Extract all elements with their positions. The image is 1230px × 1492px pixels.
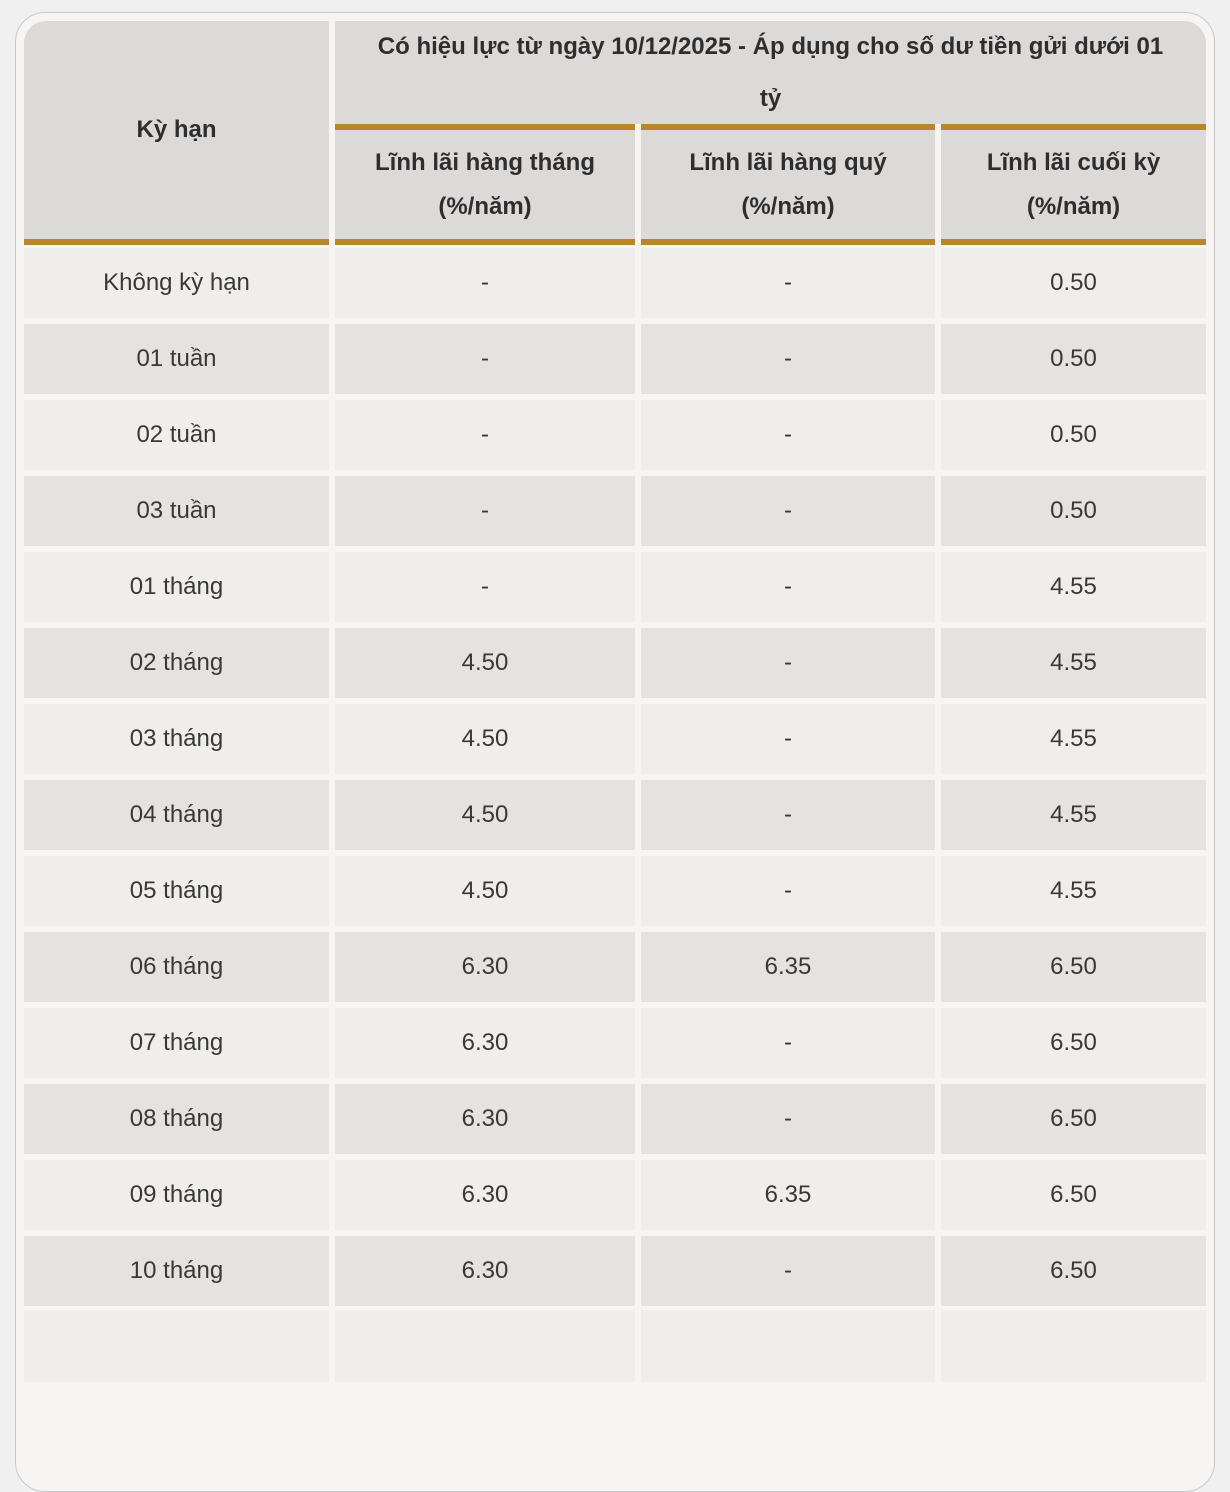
rate-value: 6.50 [941, 1008, 1206, 1078]
term-cell [24, 929, 329, 1005]
rate-value: 6.50 [941, 1236, 1206, 1306]
term-cell [24, 1157, 329, 1233]
rate-value: 6.50 [941, 1160, 1206, 1230]
rate-value: 0.50 [941, 476, 1206, 546]
rate-value: 4.55 [941, 856, 1206, 926]
partial-next-row-block [641, 1310, 935, 1382]
rate-value: 6.30 [335, 1160, 635, 1230]
rate-cell [641, 1081, 935, 1157]
rate-cell [641, 321, 935, 397]
term-label: 03 tuần [24, 476, 329, 546]
rate-cell [941, 549, 1206, 625]
rate-cell [335, 929, 635, 1005]
rate-cell [641, 245, 935, 321]
rate-value: - [641, 704, 935, 774]
rate-cell [335, 473, 635, 549]
partial-next-row-block [24, 1310, 329, 1382]
rate-value: 6.35 [641, 932, 935, 1002]
term-cell [24, 1081, 329, 1157]
rate-cell [941, 1233, 1206, 1309]
rate-cell [335, 777, 635, 853]
rate-value: - [641, 1008, 935, 1078]
rate-cell [941, 777, 1206, 853]
rate-value: 4.55 [941, 704, 1206, 774]
rate-cell [641, 929, 935, 1005]
end-of-term-interest-header-cell [941, 124, 1206, 245]
rate-value: 6.30 [335, 932, 635, 1002]
header-label: Lĩnh lãi hàng quý [689, 148, 887, 176]
rate-cell [641, 625, 935, 701]
rate-value: 6.30 [335, 1084, 635, 1154]
header-unit: (%/năm) [1026, 192, 1121, 220]
rate-value: 4.50 [335, 856, 635, 926]
rate-cell [335, 321, 635, 397]
rate-cell [335, 1233, 635, 1309]
rate-cell [641, 549, 935, 625]
rate-value: 0.50 [941, 324, 1206, 394]
rate-value: - [335, 400, 635, 470]
header-unit: (%/năm) [438, 192, 532, 220]
term-header-label: Kỳ hạn [136, 116, 217, 143]
rate-value: 6.50 [941, 1084, 1206, 1154]
rate-value: - [335, 324, 635, 394]
rate-value: 4.55 [941, 780, 1206, 850]
partial-next-row-block [941, 1310, 1206, 1382]
rate-cell [641, 777, 935, 853]
rate-cell [941, 701, 1206, 777]
term-cell [24, 853, 329, 929]
rate-cell [335, 1005, 635, 1081]
rate-cell [641, 701, 935, 777]
term-label: 06 tháng [24, 932, 329, 1002]
term-cell [24, 701, 329, 777]
term-label: 02 tuần [24, 400, 329, 470]
partial-next-row-cell [335, 1309, 635, 1385]
rate-value: 4.55 [941, 628, 1206, 698]
rate-cell [335, 1157, 635, 1233]
rate-cell [941, 625, 1206, 701]
rate-value: - [335, 476, 635, 546]
rate-cell [641, 1005, 935, 1081]
rate-value: - [641, 400, 935, 470]
rate-value: - [641, 1236, 935, 1306]
term-label: 01 tuần [24, 324, 329, 394]
rate-cell [941, 473, 1206, 549]
rate-value: - [335, 552, 635, 622]
term-cell [24, 549, 329, 625]
term-label: 04 tháng [24, 780, 329, 850]
term-label: 09 tháng [24, 1160, 329, 1230]
term-label: 10 tháng [24, 1236, 329, 1306]
partial-next-row-cell [641, 1309, 935, 1385]
rate-cell [941, 929, 1206, 1005]
partial-next-row-block [335, 1310, 635, 1382]
rate-card [15, 12, 1215, 1492]
term-label: Không kỳ hạn [24, 248, 329, 318]
term-cell [24, 625, 329, 701]
term-label: 08 tháng [24, 1084, 329, 1154]
rate-value: - [641, 780, 935, 850]
term-cell [24, 397, 329, 473]
monthly-interest-header-cell [335, 124, 635, 245]
rate-value: - [641, 552, 935, 622]
rate-cell [941, 397, 1206, 473]
rate-value: - [641, 856, 935, 926]
rates-table [24, 21, 1206, 1385]
rate-value: - [335, 248, 635, 318]
rate-cell [335, 397, 635, 473]
partial-next-row-cell [941, 1309, 1206, 1385]
rate-cell [941, 1081, 1206, 1157]
rate-cell [941, 321, 1206, 397]
rate-value: 6.50 [941, 932, 1206, 1002]
rate-value: 4.55 [941, 552, 1206, 622]
term-cell [24, 777, 329, 853]
rate-cell [641, 1157, 935, 1233]
rate-cell [941, 245, 1206, 321]
rate-value: - [641, 1084, 935, 1154]
term-header-cell [24, 21, 329, 245]
header-label: Lĩnh lãi hàng tháng [375, 148, 595, 176]
rate-value: 4.50 [335, 780, 635, 850]
term-cell [24, 321, 329, 397]
rate-value: 4.50 [335, 628, 635, 698]
term-label: 07 tháng [24, 1008, 329, 1078]
term-label: 05 tháng [24, 856, 329, 926]
rate-cell [641, 853, 935, 929]
term-label: 01 tháng [24, 552, 329, 622]
rate-cell [941, 853, 1206, 929]
effective-date-label: Có hiệu lực từ ngày 10/12/2025 - Áp dụng cho số dư tiền gửi dưới 01 tỷ [377, 32, 1164, 112]
term-cell [24, 1005, 329, 1081]
rate-cell [335, 245, 635, 321]
rate-cell [335, 549, 635, 625]
rate-value: - [641, 476, 935, 546]
header-unit: (%/năm) [741, 192, 835, 220]
rate-cell [941, 1157, 1206, 1233]
rate-cell [335, 853, 635, 929]
term-cell [24, 245, 329, 321]
rate-cell [641, 397, 935, 473]
partial-next-row-cell [24, 1309, 329, 1385]
rate-value: 6.30 [335, 1008, 635, 1078]
rate-cell [335, 1081, 635, 1157]
term-cell [24, 473, 329, 549]
rate-value: 0.50 [941, 248, 1206, 318]
rate-cell [335, 701, 635, 777]
rate-cell [641, 1233, 935, 1309]
rate-value: - [641, 324, 935, 394]
rate-value: 6.30 [335, 1236, 635, 1306]
header-label: Lĩnh lãi cuối kỳ [986, 148, 1161, 176]
rate-value: 4.50 [335, 704, 635, 774]
quarterly-interest-header-cell [641, 124, 935, 245]
rate-value: - [641, 248, 935, 318]
rate-value: 0.50 [941, 400, 1206, 470]
rate-value: - [641, 628, 935, 698]
term-label: 03 tháng [24, 704, 329, 774]
rate-cell [941, 1005, 1206, 1081]
rate-value: 6.35 [641, 1160, 935, 1230]
effective-date-header-cell [335, 21, 1206, 124]
rate-cell [335, 625, 635, 701]
rate-cell [641, 473, 935, 549]
term-label: 02 tháng [24, 628, 329, 698]
term-cell [24, 1233, 329, 1309]
